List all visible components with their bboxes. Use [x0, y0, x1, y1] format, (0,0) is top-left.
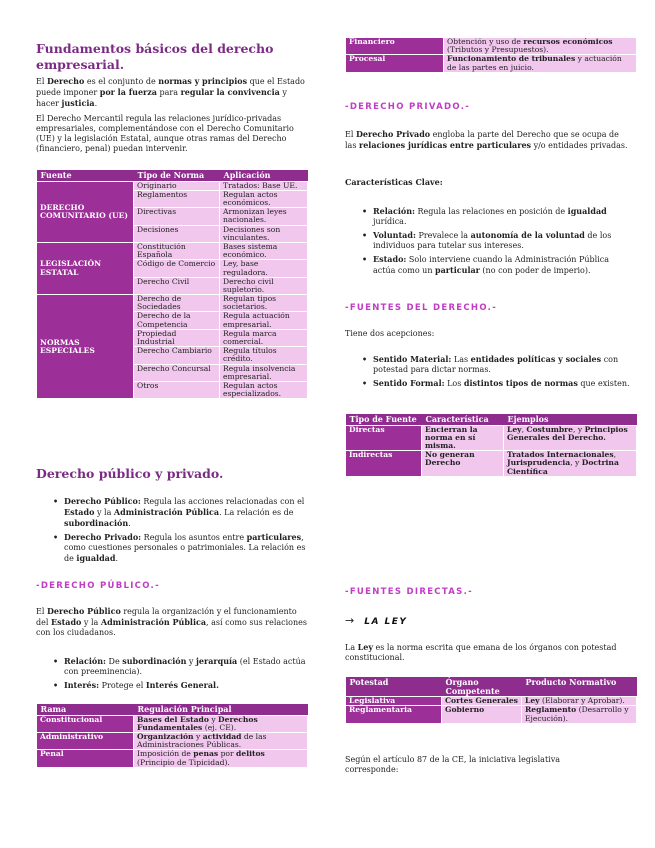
- bold-text: Relación:: [64, 656, 106, 666]
- bold-text: Derecho Público:: [64, 496, 141, 506]
- caracteristicas-label: Características Clave:: [345, 177, 443, 187]
- text-span: es la norma escrita que emana de los órganos con potestad constitucional.: [345, 643, 617, 662]
- ejemplos-cell: [504, 425, 637, 451]
- text-span: , y: [570, 458, 582, 468]
- bold-text: Funcionamiento de tribunales: [447, 54, 576, 64]
- text-span: y: [193, 732, 203, 741]
- regulacion-cell: [444, 38, 637, 55]
- bold-text: Tratados Internacionales: [507, 450, 614, 460]
- tipo-cell: Decisiones: [134, 225, 220, 242]
- bold-text: Estado: [64, 507, 95, 517]
- text-span: .: [115, 554, 118, 563]
- text-span: por: [218, 749, 237, 759]
- bold-text: Relación:: [373, 206, 415, 216]
- header-caracteristica: Característica: [422, 414, 504, 425]
- table-row: [346, 55, 637, 72]
- list-item: [373, 206, 630, 227]
- final-paragraph: Según el artículo 87 de la CE, la iniciativa legislativa corresponde:: [345, 755, 560, 774]
- bold-text: particular: [435, 265, 480, 275]
- text-span: y: [208, 714, 219, 724]
- directas-heading: -FUENTES DIRECTAS.-: [345, 587, 473, 597]
- text-span: Las: [451, 355, 471, 364]
- text-span: .: [94, 99, 98, 108]
- aplicacion-cell: Ley, base reguladora.: [220, 260, 308, 277]
- aplicacion-cell: Tratados: Base UE.: [220, 181, 308, 190]
- table-row: [37, 733, 308, 750]
- ramas-table: [36, 704, 308, 768]
- bold-text: por la fuerza: [99, 87, 157, 97]
- bold-text: Doctrina Científica: [507, 458, 619, 476]
- caracteristica-cell: Encierran la norma en sí misma.: [422, 425, 504, 451]
- bold-text: Bases del Estado: [137, 714, 209, 724]
- text-span: (ej. CE).: [202, 722, 237, 732]
- arrow-right-icon: →: [345, 614, 355, 627]
- tipo-cell: Derecho de la Competencia: [134, 312, 220, 329]
- fuente-cell: DERECHO COMUNITARIO (UE): [37, 181, 134, 242]
- text-span: . La relación es de: [219, 508, 294, 517]
- text-span: Los: [444, 379, 464, 388]
- bold-text: Administración Pública: [113, 507, 220, 517]
- text-span: Imposición de: [137, 749, 194, 759]
- tipo-cell: Reglamentos: [134, 190, 220, 207]
- header-producto: Producto Normativo: [522, 677, 637, 697]
- rama-cell: Procesal: [346, 55, 444, 72]
- text-span: engloba la parte del Derecho que se ocupa de las: [345, 130, 619, 150]
- text-span: de las Administraciones Públicas.: [137, 732, 267, 750]
- bold-text: distintos tipos de normas: [463, 378, 578, 388]
- text-span: El: [36, 77, 47, 86]
- pubpriv-list: [36, 496, 308, 567]
- privado-list: [345, 206, 630, 279]
- aplicacion-cell: Bases sistema económico.: [220, 242, 308, 259]
- header-regulacion: Regulación Principal: [134, 704, 308, 715]
- privado-paragraph: [345, 129, 630, 151]
- tipo-cell: Otros: [134, 381, 220, 398]
- tipo-cell: Propiedad Industrial: [134, 329, 220, 346]
- table-row: [37, 750, 308, 767]
- header-rama: Rama: [37, 704, 134, 715]
- page-title: Fundamentos básicos del derecho empresarial.: [36, 41, 274, 72]
- text-span: y actuación de las partes en juicio.: [447, 54, 622, 72]
- aplicacion-cell: Regula insolvencia empresarial.: [220, 364, 308, 381]
- sources-table: [36, 170, 308, 399]
- bold-text: delitos: [236, 749, 265, 759]
- bold-text: igualdad: [76, 553, 116, 563]
- list-item: [64, 656, 308, 677]
- potestad-cell: Legislativa: [346, 697, 442, 706]
- header-tipo-fuente: Tipo de Fuente: [346, 414, 422, 425]
- regulacion-cell: [134, 733, 308, 750]
- fuentes-list: [345, 354, 630, 392]
- text-span: (Elaborar y Aprobar).: [539, 696, 625, 706]
- text-span: , como cuestiones personales o patrimoniales. La relación es de: [64, 533, 306, 563]
- regulacion-cell: [134, 715, 308, 732]
- bold-text: justicia: [61, 98, 95, 108]
- bold-text: Ley: [507, 424, 522, 434]
- caracteristica-cell: No generan Derecho: [422, 451, 504, 477]
- table-row: [37, 715, 308, 732]
- bold-text: recursos económicos: [523, 37, 613, 46]
- mercantil-paragraph: El Derecho Mercantil regula las relaciones jurídico-privadas empresariales, complementándose con el Derecho Comunitario (UE) y la legislación Estatal, aunque otras ramas del Derecho (financiero, penal) puedan intervenir.: [36, 114, 294, 153]
- header-tipo: Tipo de Norma: [134, 170, 220, 181]
- bold-text: Estado:: [373, 254, 407, 264]
- bold-text: relaciones jurídicas entre particulares: [358, 140, 532, 150]
- list-item: [64, 532, 308, 564]
- intro-paragraph: [36, 76, 306, 109]
- bold-text: normas y principios: [158, 76, 248, 86]
- bold-text: Reglamento: [525, 705, 577, 715]
- tipo-cell: Código de Comercio: [134, 260, 220, 277]
- bold-text: penas: [193, 749, 219, 759]
- aplicacion-cell: Regulan actos económicos.: [220, 190, 308, 207]
- list-item: [64, 496, 308, 529]
- text-span: (el Estado actúa con preeminencia).: [64, 657, 306, 676]
- bold-text: subordinación: [122, 656, 187, 666]
- ley-label: LA LEY: [364, 617, 408, 627]
- tipo-cell: Directivas: [134, 208, 220, 225]
- bold-text: subordinación: [64, 518, 129, 528]
- ramas-table-continued: [345, 37, 637, 73]
- text-span: (Tributos y Presupuestos).: [447, 45, 549, 55]
- ejemplos-cell: [504, 451, 637, 477]
- bold-text: regular la convivencia: [180, 87, 280, 97]
- text-span: De: [105, 657, 123, 666]
- tipo-fuente-cell: Directas: [346, 425, 422, 451]
- tipo-cell: Constitución Española: [134, 242, 220, 259]
- text-span: .: [128, 519, 131, 528]
- ley-paragraph: [345, 642, 630, 663]
- aplicacion-cell: Regulan actos especializados.: [220, 381, 308, 398]
- aplicacion-cell: Regula marca comercial.: [220, 329, 308, 346]
- rama-cell: Constitucional: [37, 715, 134, 732]
- text-span: jurídica.: [373, 217, 407, 226]
- fuente-cell: NORMAS ESPECIALES: [37, 295, 134, 399]
- header-potestad: Potestad: [346, 677, 442, 697]
- text-span: regula la organización y el funcionamiento del: [36, 607, 297, 627]
- bold-text: Ley: [525, 696, 540, 706]
- bold-text: Principios Generales del Derecho.: [507, 424, 628, 442]
- header-organo: Órgano Competente: [442, 677, 522, 697]
- bold-text: Administración Pública: [100, 617, 207, 627]
- table-row: [346, 425, 637, 451]
- table-row: [346, 38, 637, 55]
- text-span: (Principio de Tipicidad).: [137, 757, 230, 767]
- list-item: [373, 254, 630, 276]
- text-span: El: [345, 130, 356, 139]
- bold-text: Sentido Formal:: [373, 378, 445, 388]
- ley-subheading: [345, 614, 407, 628]
- aplicacion-cell: Regula actuación empresarial.: [220, 312, 308, 329]
- bold-text: Derecho Público: [46, 606, 121, 616]
- text-span: Regula los asuntos entre: [141, 533, 247, 542]
- text-span: Protege el: [99, 681, 146, 690]
- text-span: Regula las acciones relacionadas con el: [140, 497, 305, 506]
- publico-list: [36, 656, 308, 694]
- bold-text: actividad: [202, 732, 242, 741]
- text-span: y hacer: [36, 88, 287, 108]
- producto-cell: [522, 706, 637, 723]
- organo-cell: Cortes Generales: [442, 697, 522, 706]
- tipo-cell: Derecho de Sociedades: [134, 295, 220, 312]
- text-span: y la: [81, 618, 101, 627]
- text-span: La: [345, 643, 358, 652]
- bold-text: Derechos Fundamentales: [137, 714, 258, 732]
- bold-text: Ley: [357, 642, 373, 652]
- text-span: y: [186, 657, 196, 666]
- bold-text: particulares: [246, 532, 302, 542]
- bold-text: Estado: [50, 617, 82, 627]
- regulacion-cell: [134, 750, 308, 767]
- aplicacion-cell: Regulan tipos societarios.: [220, 295, 308, 312]
- rama-cell: Penal: [37, 750, 134, 767]
- text-span: ,: [613, 450, 617, 460]
- bold-text: Organización: [137, 732, 194, 741]
- bold-text: Jurisprudencia: [507, 458, 571, 468]
- aplicacion-cell: Decisiones son vinculantes.: [220, 225, 308, 242]
- privado-heading: -DERECHO PRIVADO.-: [345, 102, 471, 112]
- text-span: es el conjunto de: [84, 77, 159, 86]
- text-span: El: [36, 607, 47, 616]
- bold-text: Interés:: [64, 680, 100, 690]
- list-item: [373, 230, 630, 251]
- tipo-fuente-cell: Indirectas: [346, 451, 422, 477]
- tipo-cell: Derecho Cambiario: [134, 347, 220, 364]
- potestad-table: [345, 677, 637, 724]
- table-row: [37, 295, 308, 312]
- bold-text: Sentido Material:: [373, 354, 452, 364]
- fuente-cell: LEGISLACIÓN ESTATAL: [37, 242, 134, 294]
- organo-cell: Gobierno: [442, 706, 522, 723]
- tipo-fuente-table: [345, 414, 637, 477]
- table-row: [37, 242, 308, 259]
- text-span: de los individuos para tutelar sus intereses.: [373, 231, 612, 250]
- bold-text: Derecho Privado: [355, 129, 431, 139]
- table-row: [346, 451, 637, 477]
- aplicacion-cell: Regula títulos crédito.: [220, 347, 308, 364]
- text-span: con potestad para dictar normas.: [373, 355, 619, 374]
- header-ejemplos: Ejemplos: [504, 414, 637, 425]
- potestad-cell: Reglamentaria: [346, 706, 442, 723]
- publico-heading: -DERECHO PÚBLICO.-: [36, 581, 160, 591]
- text-span: , así como sus relaciones con los ciudadanos.: [36, 618, 307, 637]
- bold-text: autonomía de la voluntad: [470, 230, 585, 240]
- bold-text: Derecho: [46, 76, 85, 86]
- bold-text: Interés General.: [145, 680, 219, 690]
- text-span: , y: [573, 424, 585, 434]
- header-aplicacion: Aplicación: [220, 170, 308, 181]
- text-span: para: [156, 88, 181, 97]
- fuentes-heading: -FUENTES DEL DERECHO.-: [345, 303, 498, 313]
- table-row: [37, 181, 308, 190]
- text-span: y/o entidades privadas.: [531, 141, 628, 150]
- text-span: Regula las relaciones en posición de: [414, 207, 568, 216]
- bold-text: Costumbre: [526, 424, 574, 434]
- text-span: Obtención y uso de: [447, 37, 524, 46]
- aplicacion-cell: Derecho civil supletorio.: [220, 277, 308, 294]
- tipo-cell: Derecho Civil: [134, 277, 220, 294]
- text-span: ,: [521, 424, 527, 434]
- regulacion-cell: [444, 55, 637, 72]
- table-row: [346, 706, 637, 723]
- text-span: que existen.: [577, 379, 630, 388]
- rama-cell: Administrativo: [37, 733, 134, 750]
- bold-text: entidades políticas y sociales: [470, 354, 602, 364]
- text-span: Prevalece la: [415, 231, 471, 240]
- text-span: (no con poder de imperio).: [479, 266, 591, 275]
- bold-text: Voluntad:: [373, 230, 416, 240]
- fuentes-paragraph: Tiene dos acepciones:: [345, 329, 435, 338]
- list-item: [373, 378, 630, 389]
- header-fuente: Fuente: [37, 170, 134, 181]
- text-span: (Desarrollo y Ejecución).: [525, 705, 629, 723]
- bold-text: Derecho Privado:: [64, 532, 142, 542]
- rama-cell: Financiero: [346, 38, 444, 55]
- list-item: [64, 680, 308, 691]
- tipo-cell: Derecho Concursal: [134, 364, 220, 381]
- tipo-cell: Originario: [134, 181, 220, 190]
- section-title-pubpriv: Derecho público y privado.: [36, 466, 224, 481]
- text-span: Solo interviene cuando la Administración Pública actúa como un: [373, 255, 610, 275]
- aplicacion-cell: Armonizan leyes nacionales.: [220, 208, 308, 225]
- bold-text: jerarquía: [196, 656, 238, 666]
- text-span: que el Estado puede imponer: [36, 77, 305, 97]
- bold-text: igualdad: [567, 206, 607, 216]
- text-span: y la: [94, 508, 114, 517]
- list-item: [373, 354, 630, 375]
- publico-paragraph: [36, 606, 308, 638]
